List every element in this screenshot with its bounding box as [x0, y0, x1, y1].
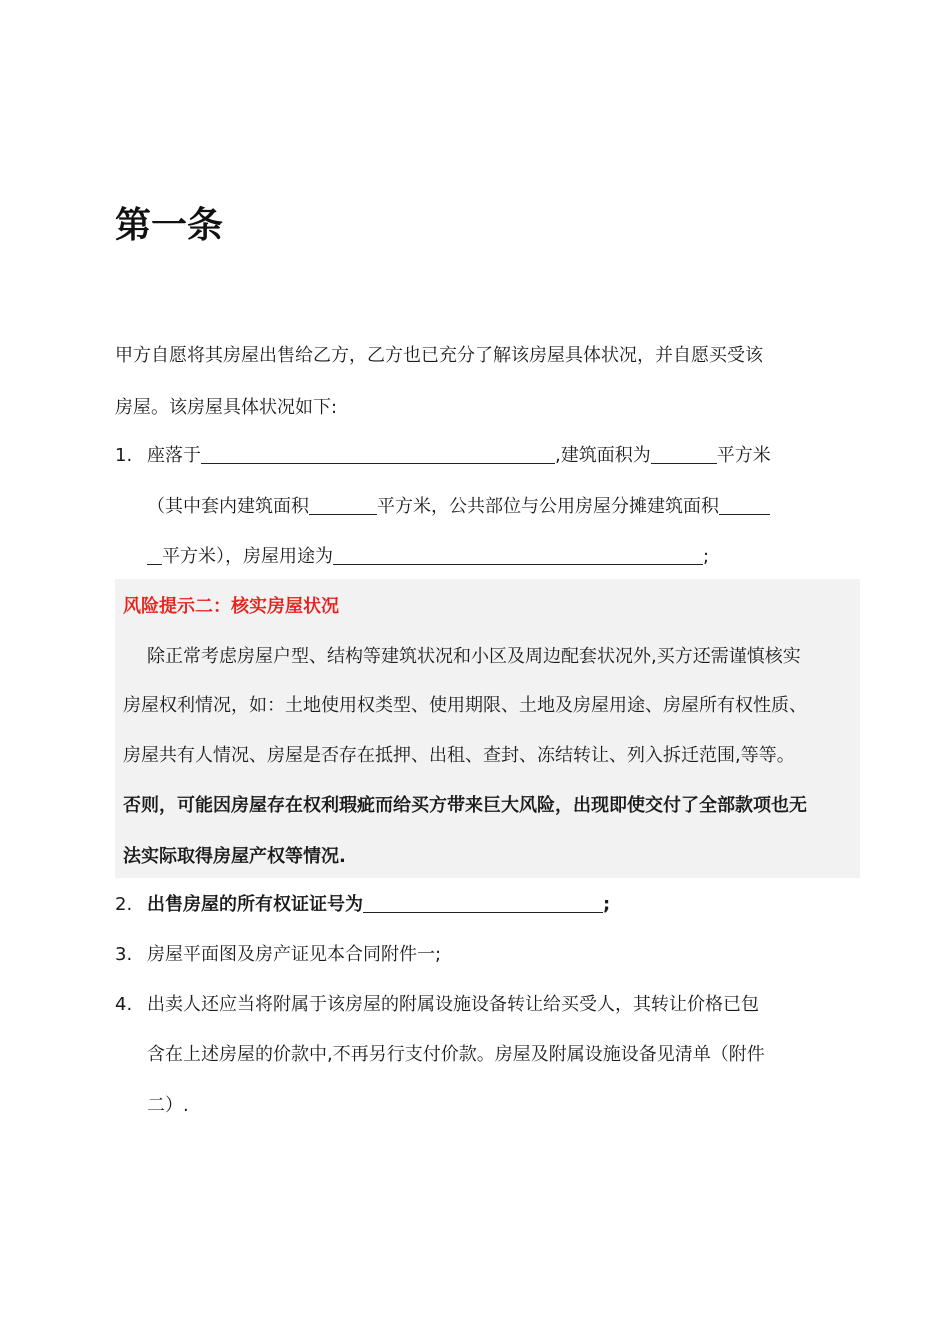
intro-line-1: 甲方自愿将其房屋出售给乙方，乙方也已充分了解该房屋具体状况，并自愿买受该: [115, 345, 763, 366]
location-label: 座落于: [147, 445, 201, 466]
item-1-number: 1.: [115, 445, 133, 466]
area-unit: 平方米: [716, 445, 771, 466]
risk-notice-title: 风险提示二：核实房屋状况: [123, 596, 339, 617]
inner-area-blank[interactable]: [309, 496, 377, 515]
item-3-number: 3.: [115, 944, 133, 965]
risk-notice-box: [115, 579, 860, 878]
item-3-line: 房屋平面图及房产证见本合同附件一;: [147, 944, 442, 965]
item-2-end: ;: [603, 894, 611, 915]
item-2-number: 2.: [115, 894, 133, 915]
intro-line-2: 房屋。该房屋具体状况如下:: [115, 397, 338, 418]
risk-notice-line-5: 法实际取得房屋产权等情况.: [123, 846, 346, 867]
item-1-line-1: [147, 444, 771, 468]
usage-blank[interactable]: [333, 546, 703, 565]
risk-notice-line-2: 房屋权利情况，如：土地使用权类型、使用期限、土地及房屋用途、房屋所有权性质、: [123, 695, 807, 716]
certificate-blank[interactable]: [363, 894, 603, 913]
area-label: ,建筑面积为: [555, 445, 651, 466]
shared-area-label: 平方米，公共部位与公用房屋分摊建筑面积: [377, 496, 719, 517]
item-1-line-3: [147, 545, 709, 569]
risk-notice-line-1: 除正常考虑房屋户型、结构等建筑状况和小区及周边配套状况外,买方还需谨慎核实: [147, 646, 801, 667]
item-4-line-3: 二）.: [147, 1095, 189, 1116]
risk-notice-line-4: 否则，可能因房屋存在权利瑕疵而给买方带来巨大风险，出现即使交付了全部款项也无: [123, 795, 807, 816]
item-4-number: 4.: [115, 994, 133, 1015]
item-4-line-1: 出卖人还应当将附属于该房屋的附属设施设备转让给买受人，其转让价格已包: [147, 994, 759, 1015]
item-2-line: [147, 893, 610, 917]
article-heading: 第一条: [115, 205, 224, 246]
certificate-label: 出售房屋的所有权证证号为: [147, 894, 363, 915]
location-blank[interactable]: [201, 445, 555, 464]
risk-notice-line-3: 房屋共有人情况、房屋是否存在抵押、出租、查封、冻结转让、列入拆迁范围,等等。: [123, 745, 795, 766]
usage-label: 平方米），房屋用途为: [162, 546, 333, 567]
item-1-line-2: [147, 495, 770, 519]
shared-area-blank-cont[interactable]: [147, 546, 162, 565]
shared-area-blank[interactable]: [719, 496, 770, 515]
area-blank[interactable]: [651, 445, 717, 464]
inner-area-label: （其中套内建筑面积: [147, 496, 309, 517]
item-4-line-2: 含在上述房屋的价款中,不再另行支付价款。房屋及附属设施设备见清单（附件: [147, 1044, 765, 1065]
item-1-end: ;: [703, 546, 710, 567]
